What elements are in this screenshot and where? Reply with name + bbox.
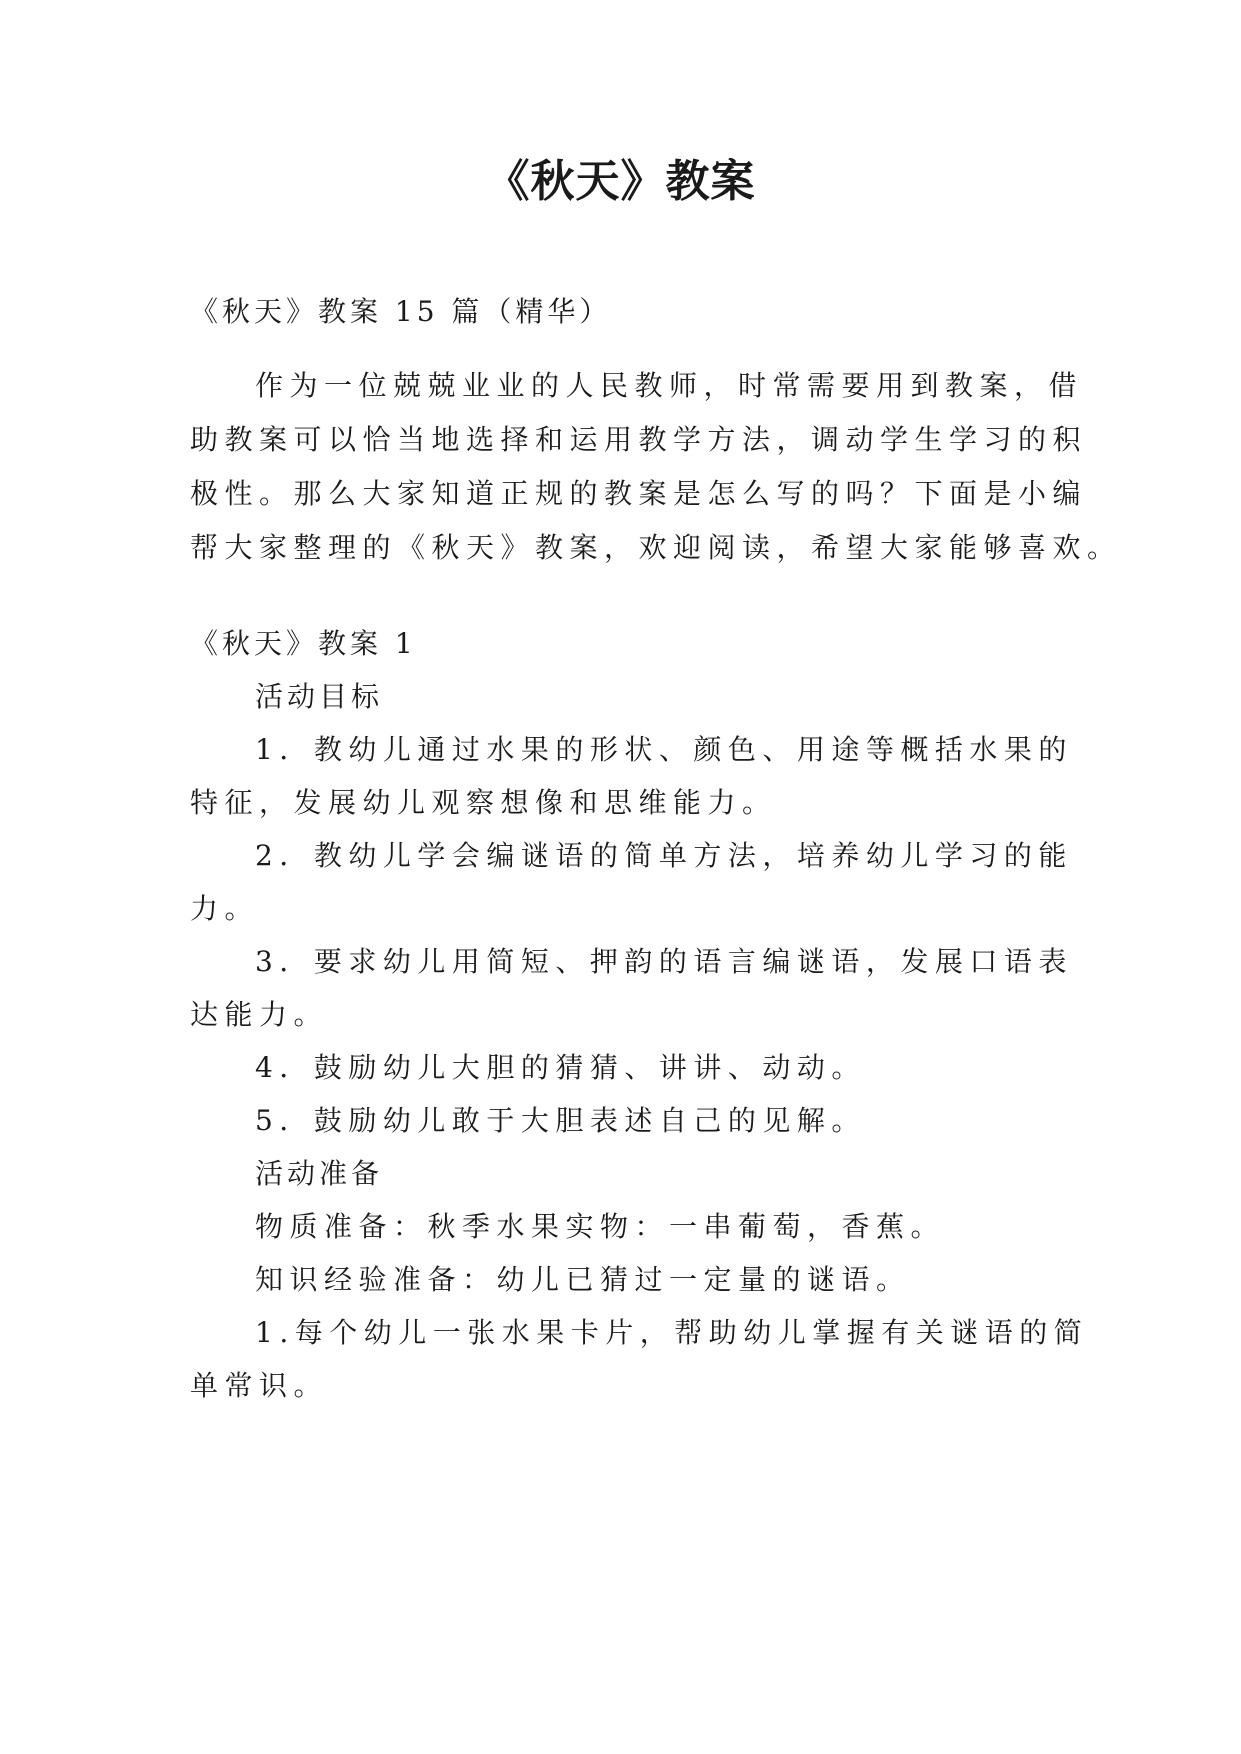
section-line: 物质准备：秋季水果实物：一串葡萄，香蕉。 bbox=[255, 1210, 946, 1243]
section-line: 单常识。 bbox=[190, 1369, 329, 1402]
section-line: 力。 bbox=[190, 892, 260, 925]
intro-line: 帮大家整理的《秋天》教案，欢迎阅读，希望大家能够喜欢。 bbox=[190, 531, 1122, 564]
document-subtitle: 《秋天》教案 15 篇（精华） bbox=[190, 295, 612, 328]
section-line: 1．教幼儿通过水果的形状、颜色、用途等概括水果的 bbox=[255, 733, 1073, 766]
section-line: 活动目标 bbox=[255, 680, 384, 713]
section-line: 2．教幼儿学会编谜语的简单方法，培养幼儿学习的能 bbox=[255, 839, 1073, 872]
intro-line: 助教案可以恰当地选择和运用教学方法，调动学生学习的积 bbox=[190, 423, 1088, 456]
section-line: 5．鼓励幼儿敢于大胆表述自己的见解。 bbox=[255, 1104, 866, 1137]
section-line: 特征，发展幼儿观察想像和思维能力。 bbox=[190, 786, 777, 819]
section-line: 4．鼓励幼儿大胆的猜猜、讲讲、动动。 bbox=[255, 1051, 866, 1084]
intro-line: 极性。那么大家知道正规的教案是怎么写的吗？下面是小编 bbox=[190, 477, 1088, 510]
section-line: 3．要求幼儿用简短、押韵的语言编谜语，发展口语表 bbox=[255, 945, 1073, 978]
section-line: 达能力。 bbox=[190, 998, 329, 1031]
section-line: 知识经验准备：幼儿已猜过一定量的谜语。 bbox=[255, 1263, 911, 1296]
section-heading: 《秋天》教案 1 bbox=[190, 627, 417, 660]
section-line: 1.每个幼儿一张水果卡片，帮助幼儿掌握有关谜语的简 bbox=[255, 1316, 1089, 1349]
intro-line: 作为一位兢兢业业的人民教师，时常需要用到教案，借 bbox=[255, 369, 1084, 402]
document-title: 《秋天》教案 bbox=[485, 156, 756, 207]
section-line: 活动准备 bbox=[255, 1157, 384, 1190]
